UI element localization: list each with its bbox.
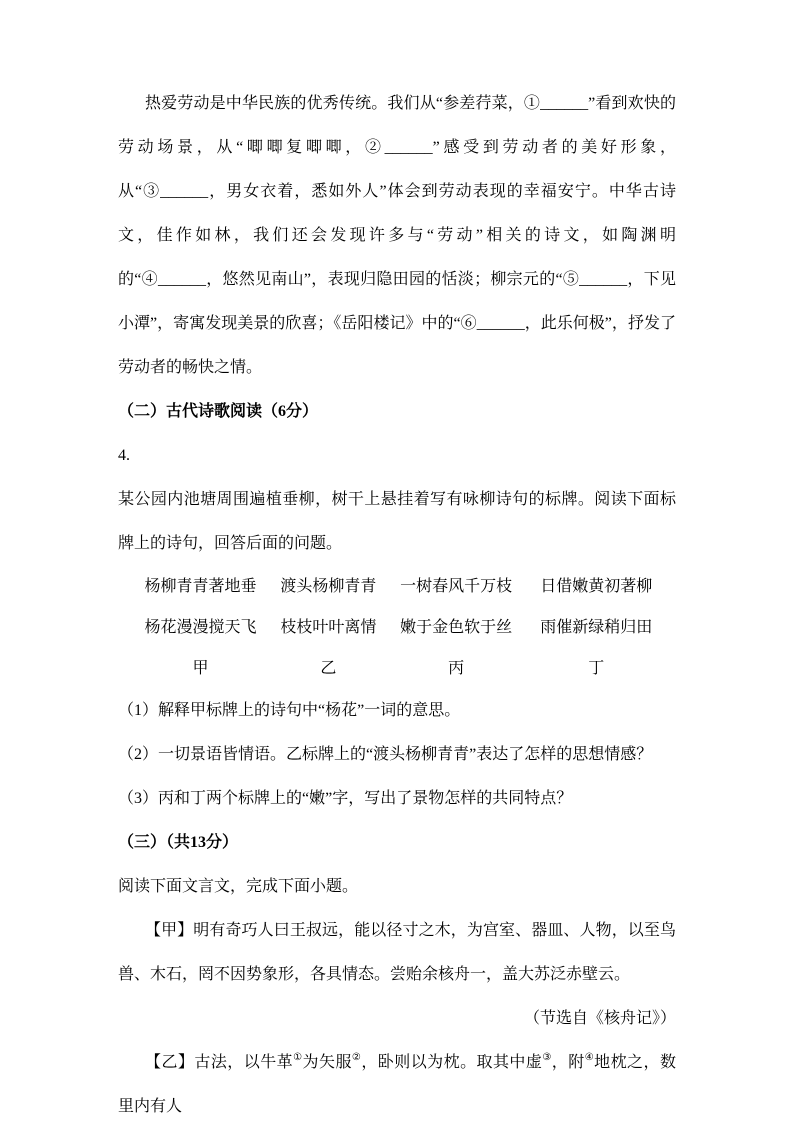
superscript-ref-1: ① bbox=[293, 1052, 303, 1063]
intro-paragraph: 热爱劳动是中华民族的优秀传统。我们从“参差荇菜，①______”看到欢快的劳动场景，从“唧唧复唧唧，②______”感受到劳动者的美好形象，从“③______，男女衣着，悉如外人”体会到劳动表现的幸福安宁。中华古诗文，佳作如林，我们还会发现许多与“劳动”相关的诗文，如陶渊明的“④______，悠然见南山”，表现归隐田园的恬淡；柳宗元的“⑤______，下见小潭”，寄寓发现美景的欣喜；《岳阳楼记》中的“⑥______，此乐何极”，抒发了劳动者的畅快之情。 bbox=[118, 95, 676, 376]
classical-instruction: 阅读下面文言文，完成下面小题。 bbox=[118, 878, 359, 895]
text-segment: 【乙】古法，以牛革 bbox=[145, 1054, 294, 1071]
poem-cell: 渡头杨柳青青 bbox=[280, 578, 377, 595]
section-poetry-heading: （二）古代诗歌阅读（6分） bbox=[118, 403, 319, 420]
poem-cell: 雨催新绿稍归田 bbox=[540, 619, 653, 636]
question-stem: 某公园内池塘周围遍植垂柳，树干上悬挂着写有咏柳诗句的标牌。阅读下面标牌上的诗句，回答后面的问题。 bbox=[118, 491, 676, 552]
poem-cell: 枝枝叶叶离情 bbox=[280, 619, 377, 636]
classical-passage-yi bbox=[118, 1041, 676, 1123]
question-number: 4. bbox=[118, 447, 130, 464]
sub-question-2: （2）一切景语皆情语。乙标牌上的“渡头杨柳青青”表达了怎样的思想情感？ bbox=[118, 746, 653, 763]
poem-label: 乙 bbox=[320, 660, 337, 677]
passage-source: （节选自《核舟记》） bbox=[523, 1010, 676, 1027]
poem-label: 丁 bbox=[588, 660, 605, 677]
text-segment: ，附 bbox=[551, 1054, 585, 1071]
poem-cell: 杨花漫漫搅天飞 bbox=[144, 619, 257, 636]
sub-question-3: （3）丙和丁两个标牌上的“嫩”字，写出了景物怎样的共同特点？ bbox=[118, 790, 573, 807]
superscript-ref-4: ④ bbox=[584, 1052, 595, 1063]
superscript-ref-3: ③ bbox=[542, 1052, 552, 1063]
poem-cell: 杨柳青青著地垂 bbox=[144, 578, 257, 595]
text-segment: 地枕之，数里内有人 bbox=[118, 1054, 676, 1115]
poem-cell: 一树春风千万枝 bbox=[400, 578, 513, 595]
poem-cell: 嫩于金色软于丝 bbox=[400, 619, 513, 636]
section-classical-heading: （三）（共13分） bbox=[118, 834, 239, 851]
poem-label: 甲 bbox=[192, 660, 209, 677]
text-segment: ，卧则以为枕。取其中虚 bbox=[361, 1054, 543, 1071]
classical-passage-jia: 【甲】明有奇巧人曰王叔远，能以径寸之木，为宫室、器皿、人物，以至鸟兽、木石，罔不因势象形，各具情态。尝贻余核舟一，盖大苏泛赤壁云。 bbox=[118, 922, 676, 983]
poem-label: 丙 bbox=[448, 660, 465, 677]
poem-board-table bbox=[118, 566, 676, 689]
poem-cell: 日借嫩黄初著柳 bbox=[540, 578, 653, 595]
sub-question-1: （1）解释甲标牌上的诗句中“杨花”一词的意思。 bbox=[118, 702, 461, 719]
superscript-ref-2: ② bbox=[351, 1052, 362, 1063]
text-segment: 为矢服 bbox=[302, 1054, 352, 1071]
